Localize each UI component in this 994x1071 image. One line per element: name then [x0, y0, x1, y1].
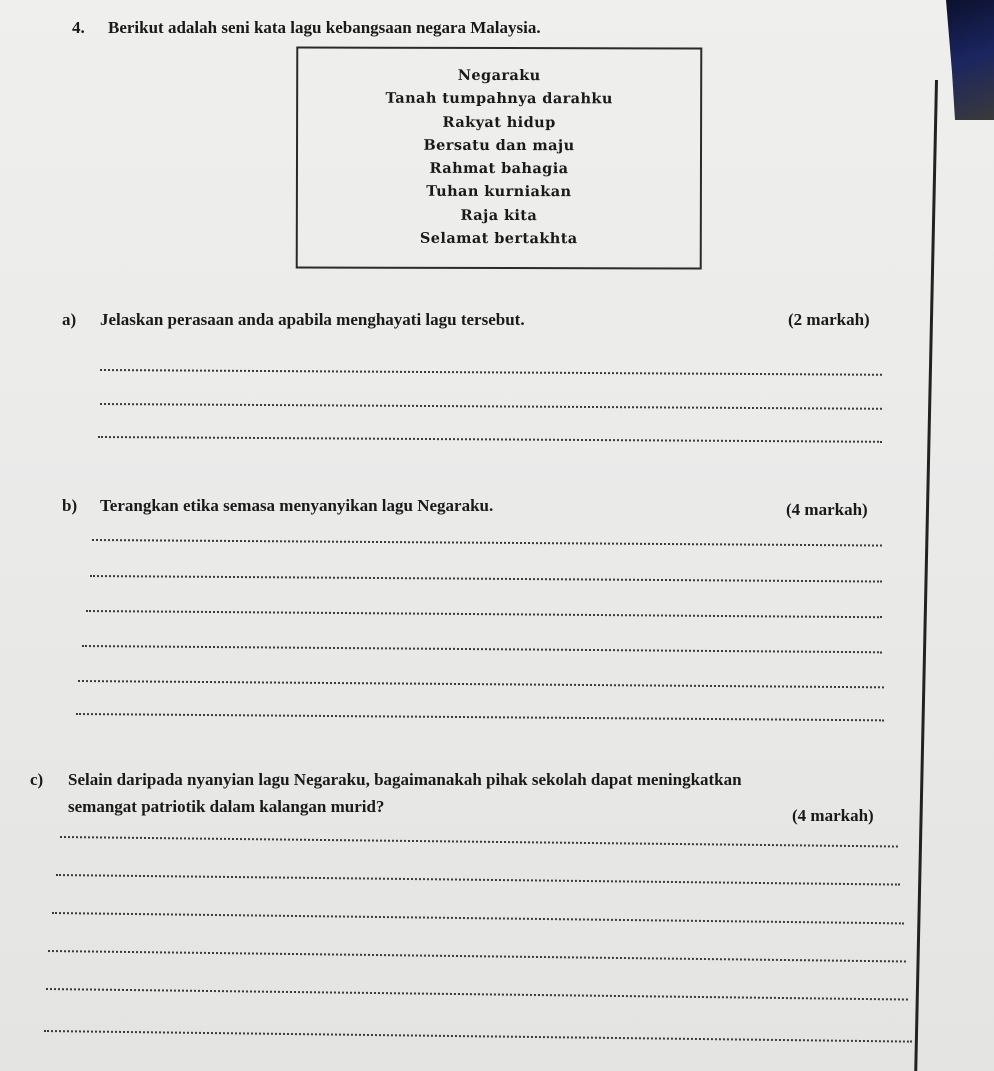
background-corner — [934, 0, 994, 120]
answer-line-c1[interactable] — [60, 836, 898, 848]
answer-line-c2[interactable] — [56, 874, 900, 886]
part-b-text: Terangkan etika semasa menyanyikan lagu Negaraku. — [100, 496, 494, 515]
question-heading — [72, 18, 541, 38]
lyrics-box — [296, 46, 703, 269]
lyric-line: Negaraku — [457, 66, 541, 85]
part-b-label: b) — [62, 496, 78, 515]
lyric-line: Rahmat bahagia — [429, 160, 569, 178]
lyric-line: Raja kita — [460, 206, 538, 224]
answer-line-a1[interactable] — [100, 369, 882, 376]
page-border-line — [914, 80, 938, 1071]
part-a-text: Jelaskan perasaan anda apabila menghayati lagu tersebut. — [100, 310, 525, 329]
answer-line-b2[interactable] — [90, 575, 882, 583]
part-c-text-line1: Selain daripada nyanyian lagu Negaraku, bagaimanakah pihak sekolah dapat meningkatkan — [68, 770, 742, 789]
answer-line-c5[interactable] — [46, 988, 908, 1001]
lyric-line: Selamat bertakhta — [419, 229, 578, 248]
question-number: 4. — [72, 18, 85, 37]
part-c-text-line2: semangat patriotik dalam kalangan murid? — [68, 797, 385, 816]
part-b-marks: (4 markah) — [786, 500, 868, 519]
answer-line-a3[interactable] — [98, 436, 882, 443]
answer-line-c4[interactable] — [48, 950, 906, 962]
anthem-lyrics — [298, 63, 700, 250]
answer-line-b1[interactable] — [92, 539, 882, 547]
part-a-question — [62, 310, 525, 330]
question-text: Berikut adalah seni kata lagu kebangsaan negara Malaysia. — [108, 18, 541, 37]
lyric-line: Bersatu dan maju — [423, 136, 575, 155]
part-c-marks: (4 markah) — [792, 806, 874, 825]
answer-line-a2[interactable] — [100, 403, 882, 410]
part-c-label: c) — [30, 770, 44, 789]
part-a-marks: (2 markah) — [788, 310, 870, 329]
answer-line-b4[interactable] — [82, 645, 882, 653]
lyric-line: Rakyat hidup — [442, 113, 556, 131]
answer-line-c3[interactable] — [52, 912, 904, 924]
part-b-question — [62, 496, 493, 516]
answer-line-b3[interactable] — [86, 610, 882, 618]
answer-line-c6[interactable] — [44, 1030, 912, 1043]
lyric-line: Tanah tumpahnya darahku — [385, 89, 613, 108]
part-a-label: a) — [62, 310, 77, 329]
answer-line-b6[interactable] — [76, 713, 884, 721]
answer-line-b5[interactable] — [78, 680, 884, 688]
lyric-line: Tuhan kurniakan — [426, 183, 572, 201]
part-c-question — [30, 770, 742, 790]
